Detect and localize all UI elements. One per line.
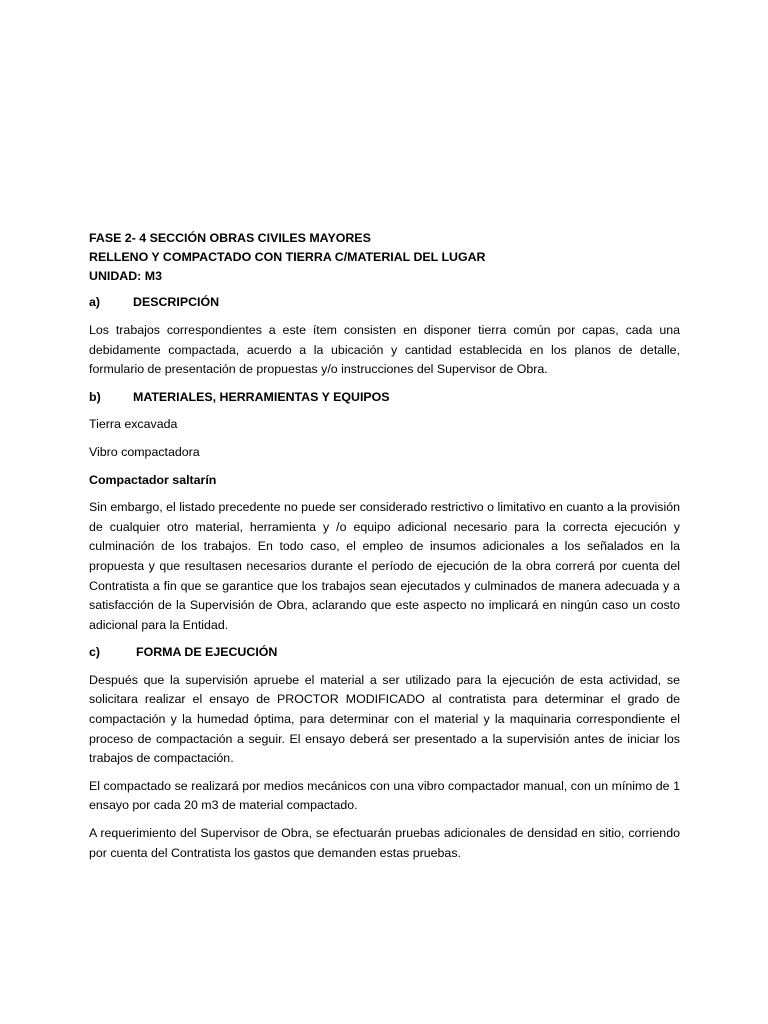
section-a-letter: a) bbox=[89, 295, 101, 310]
section-c-title bbox=[89, 643, 680, 663]
section-b-title bbox=[89, 388, 680, 408]
section-b-letter: b) bbox=[89, 389, 101, 404]
section-a-title bbox=[89, 293, 680, 313]
section-b-body: Sin embargo, el listado precedente no puede ser considerado restrictivo o limitativo en cuanto a la provisión de cualquier otro material, herramienta y /o equipo adicional necesario para la correcta ejecución y culminación de los trabajos. En todo caso, el empleo de insumos adicionales a los señalados en la propuesta y que resultasen necesarios durante el período de ejecución de la obra correrá por cuenta del Contratista a fin que se garantice que los trabajos sean ejecutados y culminados de manera adecuada y a satisfacción de la Supervisión de Obra, aclarando que este aspecto no implicará en ningún caso un costo adicional para la Entidad. bbox=[89, 500, 680, 632]
section-c-letter: c) bbox=[89, 645, 101, 660]
section-a-body: Los trabajos correspondientes a este ítem consisten en disponer tierra común por capas, cada una debidamente compactada, acuerdo a la ubicación y cantidad establecida en los planos de detalle, formulario de presentación de propuestas y/o instrucciones del Supervisor de Obra. bbox=[89, 322, 680, 377]
material-item: Vibro compactadora bbox=[89, 444, 200, 459]
material-item: Compactador saltarín bbox=[89, 472, 217, 487]
header-phase: FASE 2- 4 SECCIÓN OBRAS CIVILES MAYORES bbox=[89, 231, 371, 245]
section-c-paragraph-1: Después que la supervisión apruebe el material a ser utilizado para la ejecución de esta actividad, se solicitara realizar el ensayo de PROCTOR MODIFICADO al contratista para determinar el grado de compactación y la humedad óptima, para determinar con el material y la maquinaria correspondiente el proceso de compactación a seguir. El ensayo deberá ser presentado a la supervisión antes de iniciar los trabajos de compactación. bbox=[89, 672, 680, 766]
section-c-heading: FORMA DE EJECUCIÓN bbox=[136, 645, 278, 660]
document-page bbox=[89, 229, 680, 863]
section-a-heading: DESCRIPCIÓN bbox=[133, 295, 220, 310]
section-c-paragraph-3: A requerimiento del Supervisor de Obra, se efectuarán pruebas adicionales de densidad en sitio, corriendo por cuenta del Contratista los gastos que demanden estas pruebas. bbox=[89, 826, 680, 860]
header-unit: UNIDAD: M3 bbox=[89, 268, 162, 283]
section-c-paragraph-2: El compactado se realizará por medios mecánicos con una vibro compactador manual, con un mínimo de 1 ensayo por cada 20 m3 de material compactado. bbox=[89, 778, 680, 813]
section-b-heading: MATERIALES, HERRAMIENTAS Y EQUIPOS bbox=[133, 389, 390, 404]
header-item-title: RELLENO Y COMPACTADO CON TIERRA C/MATERIAL DEL LUGAR bbox=[89, 249, 486, 264]
material-item: Tierra excavada bbox=[89, 417, 178, 432]
